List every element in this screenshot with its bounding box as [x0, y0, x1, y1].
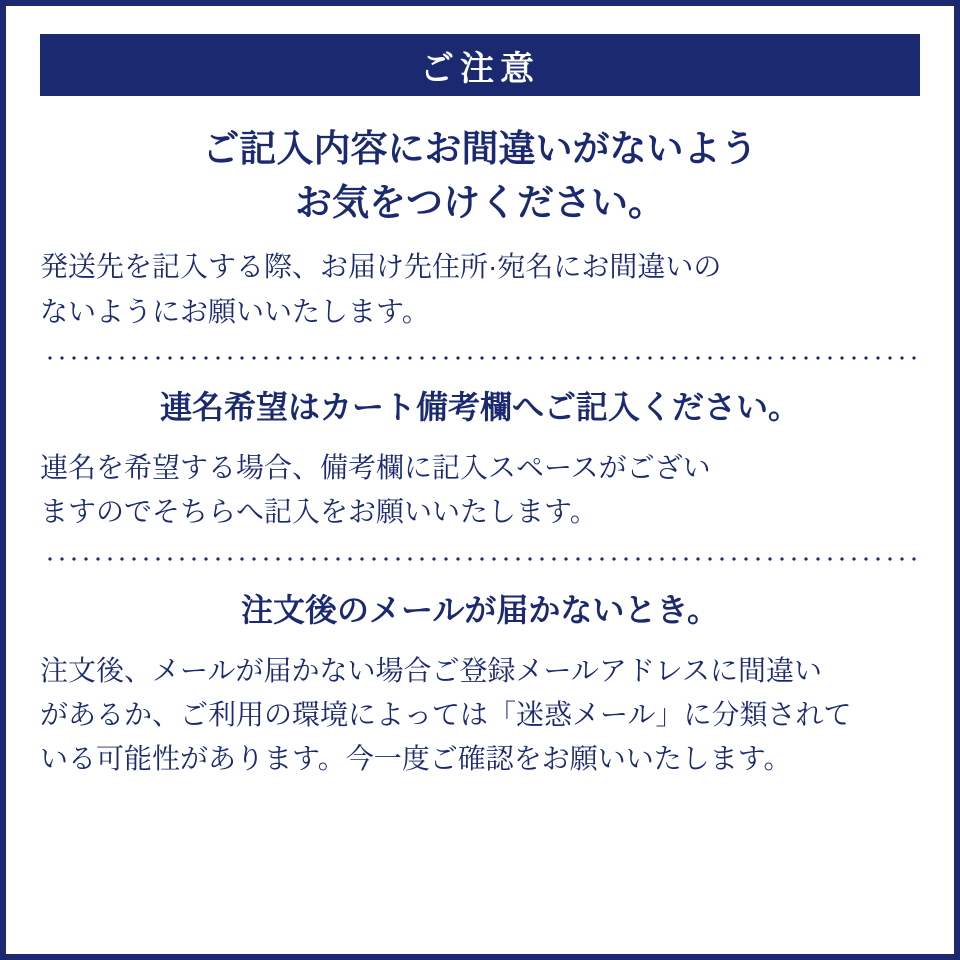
section-1-heading: [40, 122, 920, 229]
section-2-body: [40, 446, 920, 534]
notice-section-2: [40, 360, 920, 535]
section-1-heading-line-1: ご記入内容にお間違いがないよう: [202, 128, 758, 169]
notice-banner: [40, 34, 920, 96]
notice-section-1: [40, 96, 920, 334]
section-3-heading-line-1: 注文後のメールが届かないとき。: [240, 591, 720, 628]
section-3-heading: [40, 587, 920, 633]
section-2-body-line-2: ますのでそちらへ記入をお願いいたします。: [40, 496, 598, 528]
section-3-body-line-1: 注文後、メールが届かない場合ご登録メールアドレスに間違い: [40, 655, 823, 686]
section-1-body-line-2: ないようにお願いいたします。: [40, 295, 430, 327]
section-1-body: [40, 245, 920, 333]
section-3-body: [40, 649, 920, 782]
section-1-heading-line-2: お気をつけください。: [295, 181, 665, 223]
section-3-body-line-2: があるか、ご利用の環境によっては「迷惑メール」に分類されて: [40, 699, 852, 731]
section-3-body-line-3: いる可能性があります。今一度ご確認をお願いいたします。: [40, 743, 792, 775]
section-2-heading-line-1: 連名希望はカート備考欄へご記入ください。: [159, 388, 800, 425]
section-2-heading: [40, 384, 920, 430]
notice-banner-title: ご注意: [420, 49, 540, 88]
section-2-body-line-1: 連名を希望する場合、備考欄に記入スペースがござい: [40, 452, 711, 484]
notice-section-3: [40, 561, 920, 782]
notice-inner: [6, 6, 954, 954]
section-1-body-line-1: 発送先を記入する際、お届け先住所·宛名にお間違いの: [40, 251, 722, 283]
